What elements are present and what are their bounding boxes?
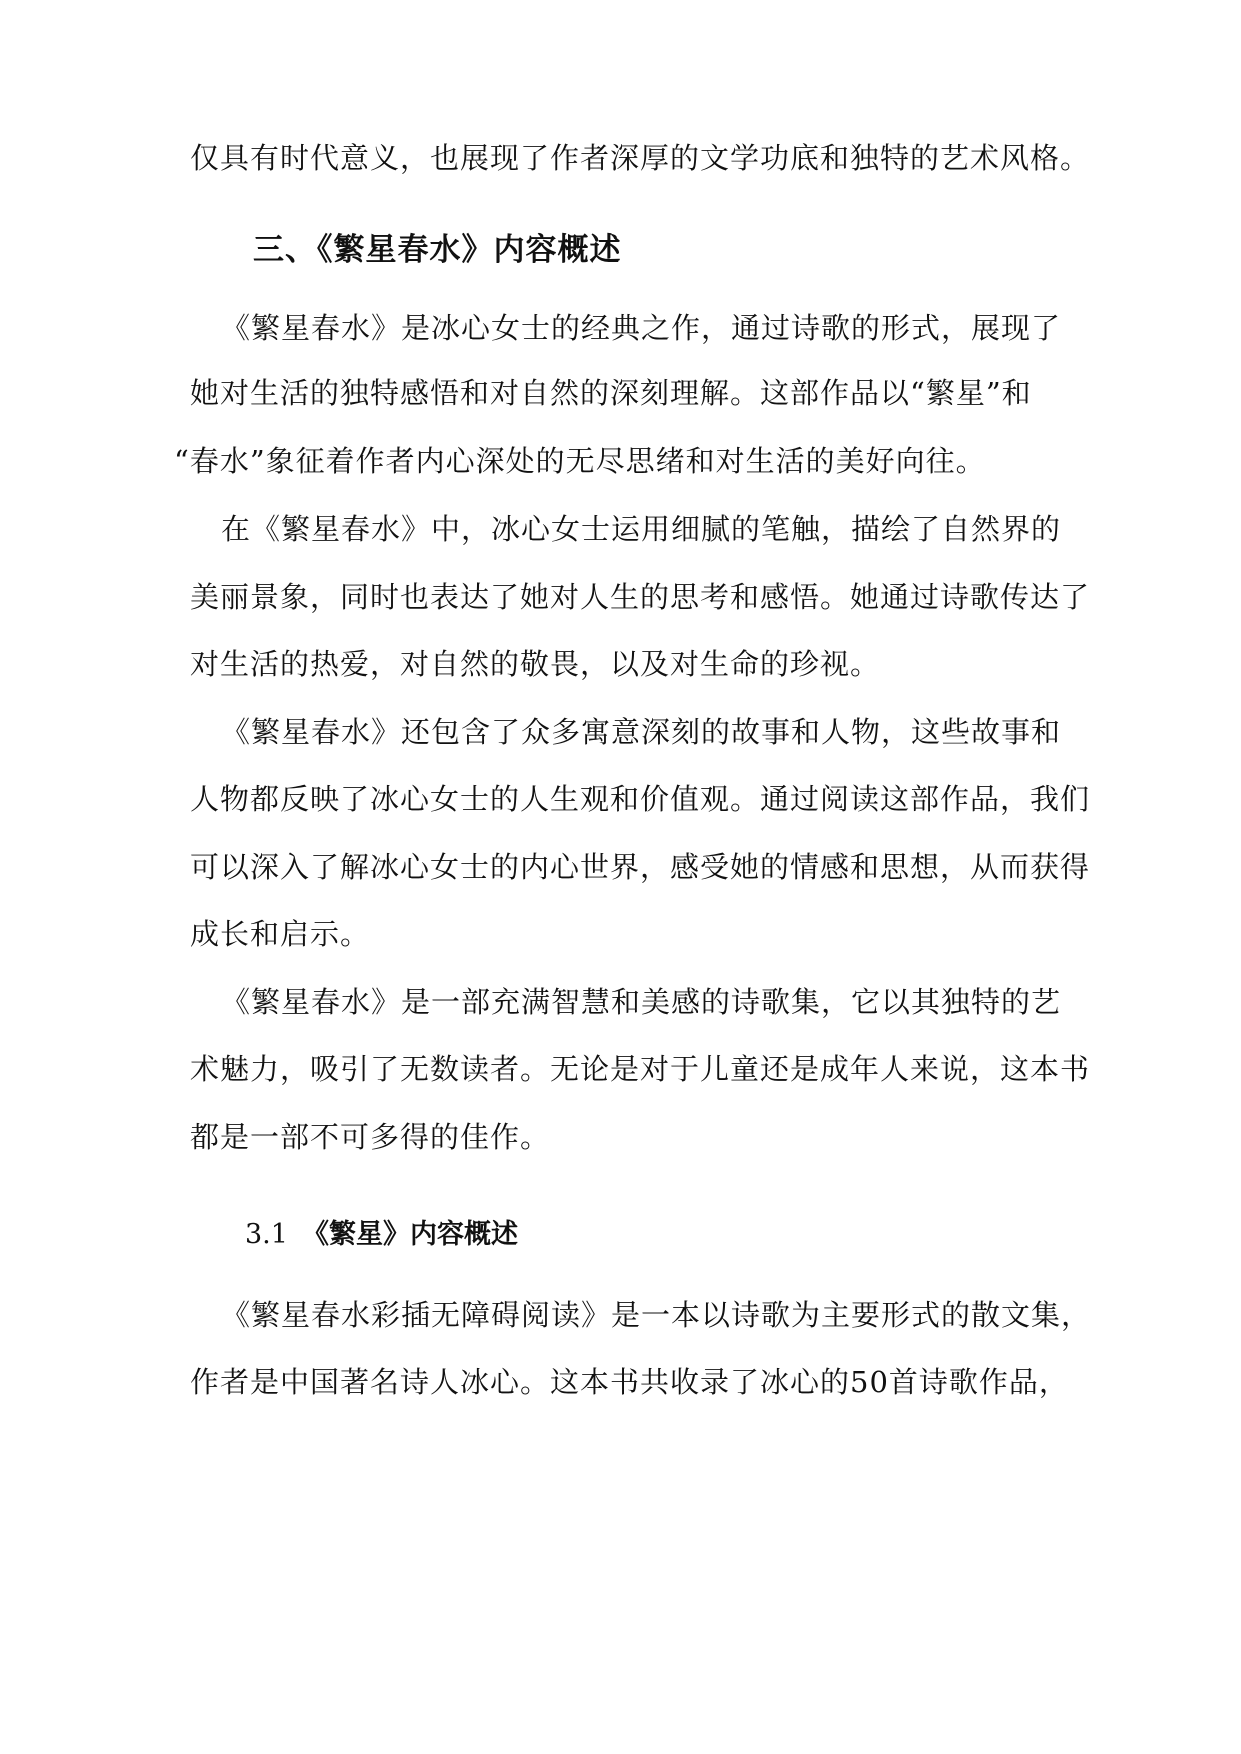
paragraph-line: 在《繁星春水》中，冰心女士运用细腻的笔触，描绘了自然界的 <box>221 512 1062 546</box>
paragraph-line: 美丽景象，同时也表达了她对人生的思考和感悟。她通过诗歌传达了 <box>190 580 1091 614</box>
paragraph-line: 作者是中国著名诗人冰心。这本书共收录了冰心的50首诗歌作品， <box>190 1365 1069 1399</box>
paragraph-line: 《繁星春水彩插无障碍阅读》是一本以诗歌为主要形式的散文集， <box>221 1298 1092 1332</box>
paragraph-line: 成长和启示。 <box>190 917 371 951</box>
paragraph-line: 仅具有时代意义，也展现了作者深厚的文学功底和独特的艺术风格。 <box>190 141 1091 175</box>
paragraph-line: 她对生活的独特感悟和对自然的深刻理解。这部作品以“繁星”和 <box>190 376 1032 410</box>
subsection-heading <box>245 1215 518 1255</box>
paragraph-line: 《繁星春水》是冰心女士的经典之作，通过诗歌的形式，展现了 <box>221 311 1062 345</box>
paragraph-line: “春水”象征着作者内心深处的无尽思绪和对生活的美好向往。 <box>174 444 986 478</box>
paragraph-line: 对生活的热爱，对自然的敬畏，以及对生命的珍视。 <box>190 647 881 681</box>
paragraph-line: 人物都反映了冰心女士的人生观和价值观。通过阅读这部作品，我们 <box>190 782 1091 816</box>
paragraph-line: 术魅力，吸引了无数读者。无论是对于儿童还是成年人来说，这本书 <box>190 1052 1091 1086</box>
paragraph-line: 《繁星春水》还包含了众多寓意深刻的故事和人物，这些故事和 <box>221 715 1062 749</box>
paragraph-line: 都是一部不可多得的佳作。 <box>190 1120 551 1154</box>
paragraph-line: 《繁星春水》是一部充满智慧和美感的诗歌集，它以其独特的艺 <box>221 985 1062 1019</box>
subsection-title: 《繁星》内容概述 <box>301 1219 518 1250</box>
paragraph-line: 可以深入了解冰心女士的内心世界，感受她的情感和思想，从而获得 <box>190 850 1091 884</box>
section-heading: 三、《繁星春水》内容概述 <box>253 232 622 268</box>
subsection-number: 3.1 <box>245 1219 288 1250</box>
